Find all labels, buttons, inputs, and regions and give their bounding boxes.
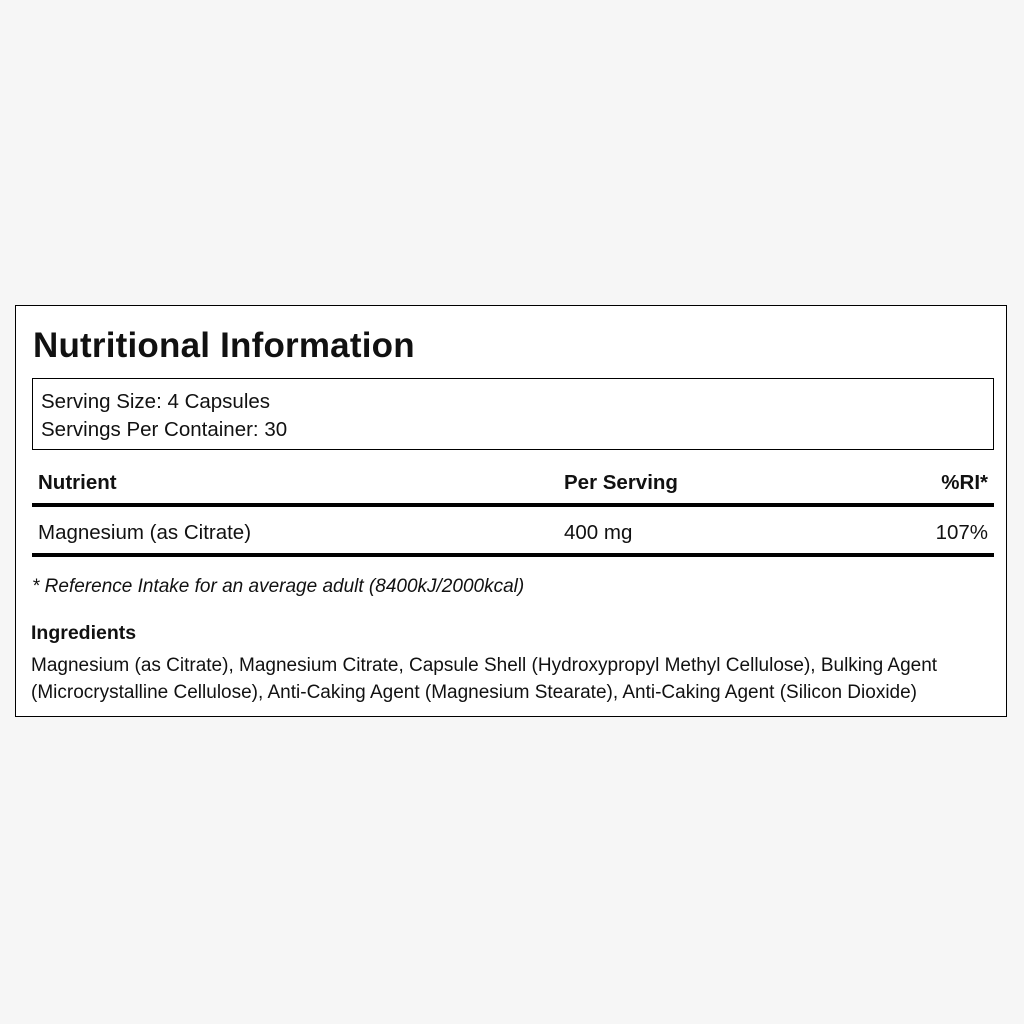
row-per-serving: 400 mg xyxy=(564,521,633,544)
header-ri: %RI* xyxy=(941,471,988,494)
ingredients-heading: Ingredients xyxy=(31,622,137,644)
nutrition-panel xyxy=(15,305,1007,717)
ingredients-text: Magnesium (as Citrate), Magnesium Citrate, Capsule Shell (Hydroxypropyl Methyl Cellulose), Bulking Agent (Microcrystalline Cellulose), Anti-Caking Agent (Magnesium Stearate), Anti-Caking Agent (Silicon Dioxide) xyxy=(31,655,938,703)
row-nutrient: Magnesium (as Citrate) xyxy=(38,521,252,544)
nutrient-table-header xyxy=(32,469,994,501)
table-row xyxy=(32,519,994,551)
header-nutrient: Nutrient xyxy=(38,471,117,494)
servings-per-container: Servings Per Container: 30 xyxy=(41,418,288,441)
serving-size: Serving Size: 4 Capsules xyxy=(41,390,271,413)
header-divider xyxy=(32,503,994,507)
panel-title: Nutritional Information xyxy=(33,326,415,365)
reference-intake-footnote: * Reference Intake for an average adult (8400kJ/2000kcal) xyxy=(32,576,525,597)
header-per-serving: Per Serving xyxy=(564,471,678,494)
table-bottom-divider xyxy=(32,553,994,557)
row-ri: 107% xyxy=(935,521,988,544)
serving-info-box xyxy=(32,378,994,450)
